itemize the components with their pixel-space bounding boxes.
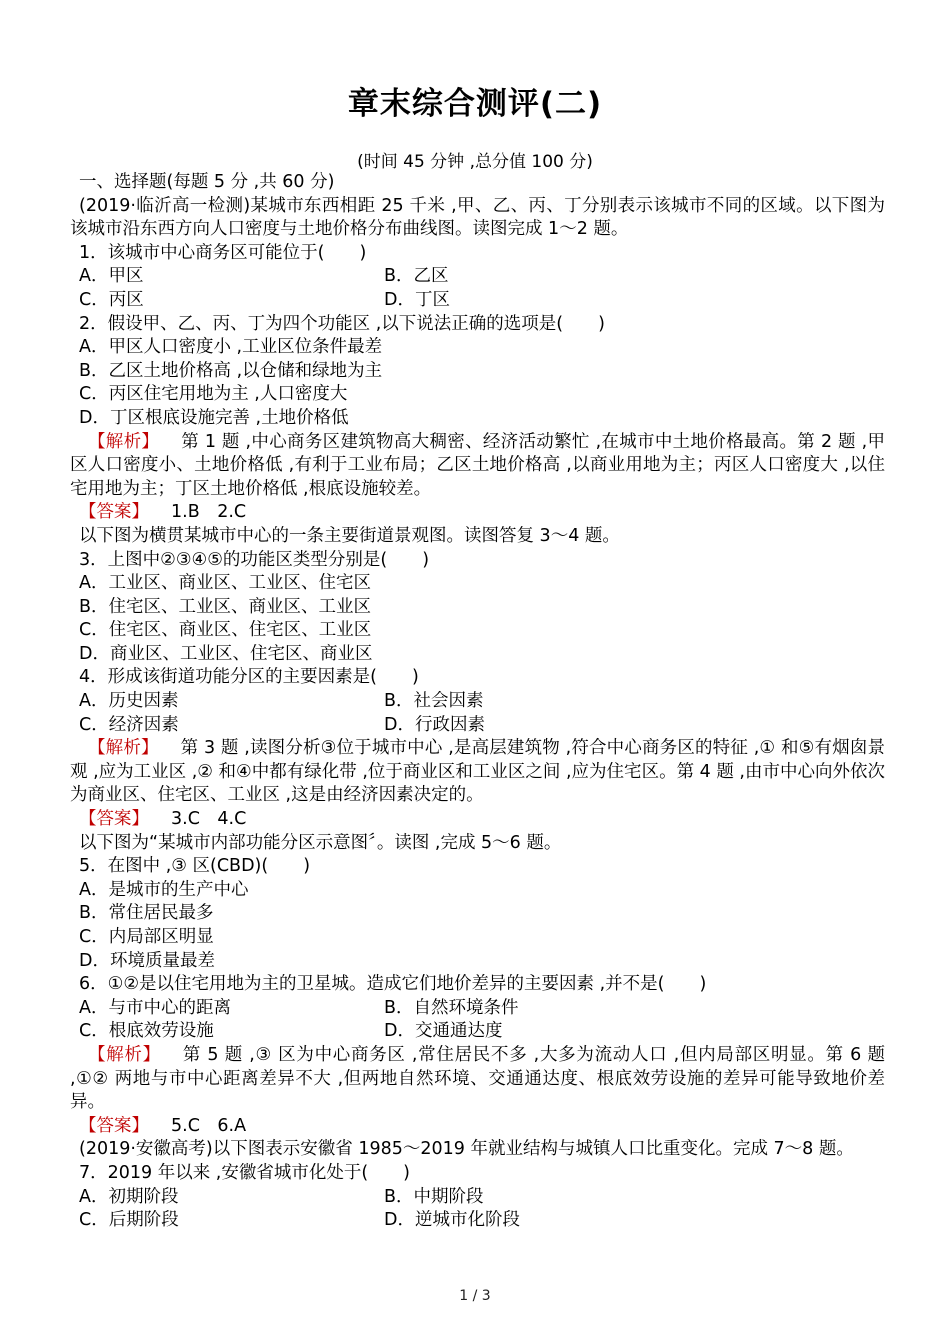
question-stem: 7．2019 年以来 ,安徽省城市化处于( )	[79, 1162, 411, 1183]
option: A．甲区	[79, 266, 144, 287]
option: B．中期阶段	[384, 1186, 484, 1207]
question-intro: 以下图为“某城市内部功能分区示意图〞。读图 ,完成 5～6 题。	[79, 832, 562, 853]
option: C．内局部区明显	[79, 927, 214, 947]
option: D．逆城市化阶段	[384, 1210, 520, 1231]
option-row	[70, 1209, 885, 1233]
option: D．交通通达度	[384, 1021, 503, 1042]
question-stem: 5．在图中 ,③ 区(CBD)( )	[79, 856, 311, 877]
answer-text: 5.C 6.A	[171, 1115, 247, 1136]
analysis-label: 【解析】	[88, 738, 159, 759]
exam-time-score: (时间 45 分钟 ,总分值 100 分)	[357, 152, 593, 172]
option: A．甲区人口密度小 ,工业区位条件最差	[79, 337, 383, 358]
analysis-text: 第 3 题 ,读图分析③位于城市中心 ,是高层建筑物 ,符合中心商务区的特征 ,① 和⑤有烟囱景观 ,应为工业区 ,② 和④中都有绿化带 ,位于商业区和工业区之间 ,应为住宅区。第 4 题 ,由市中心向外依次为商业区、住宅区、工业区 ,这是由经济因素决定的。	[70, 738, 886, 806]
question-intro: (2019·安徽高考)以下图表示安徽省 1985～2019 年就业结构与城镇人口比重变化。完成 7～8 题。	[79, 1139, 854, 1160]
question-intro: (2019·临沂高一检测)某城市东西相距 25 千米 ,甲、乙、丙、丁分别表示该城市不同的区域。以下图为该城市沿东西方向人口密度与土地价格分布曲线图。读图完成 1～2 题。	[70, 195, 885, 240]
page-title: 章末综合测评(二)	[347, 86, 603, 122]
option-row	[70, 1186, 885, 1210]
option-row	[70, 289, 885, 313]
answer-label: 【答案】	[79, 1115, 149, 1136]
option: C．丙区住宅用地为主 ,人口密度大	[79, 384, 348, 405]
option-row	[70, 714, 885, 738]
answer-block	[70, 808, 885, 832]
option: D．行政因素	[384, 714, 485, 735]
answer-text: 3.C 4.C	[171, 809, 247, 830]
option: B．自然环境条件	[384, 997, 519, 1018]
option: B．常住居民最多	[79, 903, 214, 924]
question-stem: 4．形成该街道功能分区的主要因素是( )	[79, 667, 419, 688]
option: C．根底效劳设施	[79, 1021, 214, 1042]
option: A．与市中心的距离	[79, 997, 231, 1018]
option: C．住宅区、商业区、住宅区、工业区	[79, 620, 372, 641]
analysis-label: 【解析】	[88, 1044, 161, 1065]
option: D．环境质量最差	[79, 950, 215, 971]
answer-label: 【答案】	[79, 809, 149, 830]
option: D．丁区	[384, 289, 450, 310]
question-intro: 以下图为横贯某城市中心的一条主要街道景观图。读图答复 3～4 题。	[79, 525, 620, 546]
option: A．工业区、商业区、工业区、住宅区	[79, 573, 371, 594]
option: B．乙区	[384, 266, 449, 287]
option: D．商业区、工业区、住宅区、商业区	[79, 643, 373, 664]
option: A．是城市的生产中心	[79, 879, 249, 900]
option-row	[70, 1020, 885, 1044]
option-row	[70, 265, 885, 289]
option: C．经济因素	[79, 714, 179, 735]
analysis-block	[70, 1044, 885, 1115]
section-heading: 一、选择题(每题 5 分 ,共 60 分)	[79, 172, 335, 192]
option: B．社会因素	[384, 691, 484, 712]
analysis-text: 第 1 题 ,中心商务区建筑物高大稠密、经济活动繁忙 ,在城市中土地价格最高。第 2 题 ,甲区人口密度小、土地价格低 ,有利于工业布局；乙区土地价格高 ,以商业用地为主；丙区人口密度大 ,以住宅用地为主；丁区土地价格低 ,根底设施较差。	[70, 431, 885, 499]
analysis-block	[70, 737, 885, 808]
option-row	[70, 690, 885, 714]
option: A．初期阶段	[79, 1186, 179, 1207]
option: D．丁区根底设施完善 ,土地价格低	[79, 407, 349, 428]
analysis-label: 【解析】	[88, 431, 160, 452]
question-stem: 3．上图中②③④⑤的功能区类型分别是( )	[79, 549, 430, 570]
option: A．历史因素	[79, 691, 179, 712]
analysis-text: 第 5 题 ,③ 区为中心商务区 ,常住居民不多 ,大多为流动人口 ,但内局部区明显。第 6 题 ,①② 两地与市中心距离差异不大 ,但两地自然环境、交通通达度、根底效劳设施的差异可能导致地价差异。	[70, 1044, 885, 1113]
question-stem: 1．该城市中心商务区可能位于( )	[79, 242, 367, 263]
option-row	[70, 997, 885, 1021]
option: B．住宅区、工业区、商业区、工业区	[79, 596, 372, 617]
page-number: 1 / 3	[459, 1288, 491, 1304]
answer-text: 1.B 2.C	[171, 502, 247, 523]
analysis-block	[70, 431, 885, 502]
option: C．丙区	[79, 289, 144, 310]
question-stem: 2．假设甲、乙、丙、丁为四个功能区 ,以下说法正确的选项是( )	[79, 313, 605, 334]
answer-label: 【答案】	[79, 502, 149, 523]
option: C．后期阶段	[79, 1210, 179, 1231]
option: B．乙区土地价格高 ,以仓储和绿地为主	[79, 360, 383, 381]
question-stem: 6．①②是以住宅用地为主的卫星城。造成它们地价差异的主要因素 ,并不是( )	[79, 974, 707, 995]
document-body	[70, 171, 885, 1233]
answer-block	[70, 1115, 885, 1139]
answer-block	[70, 501, 885, 525]
